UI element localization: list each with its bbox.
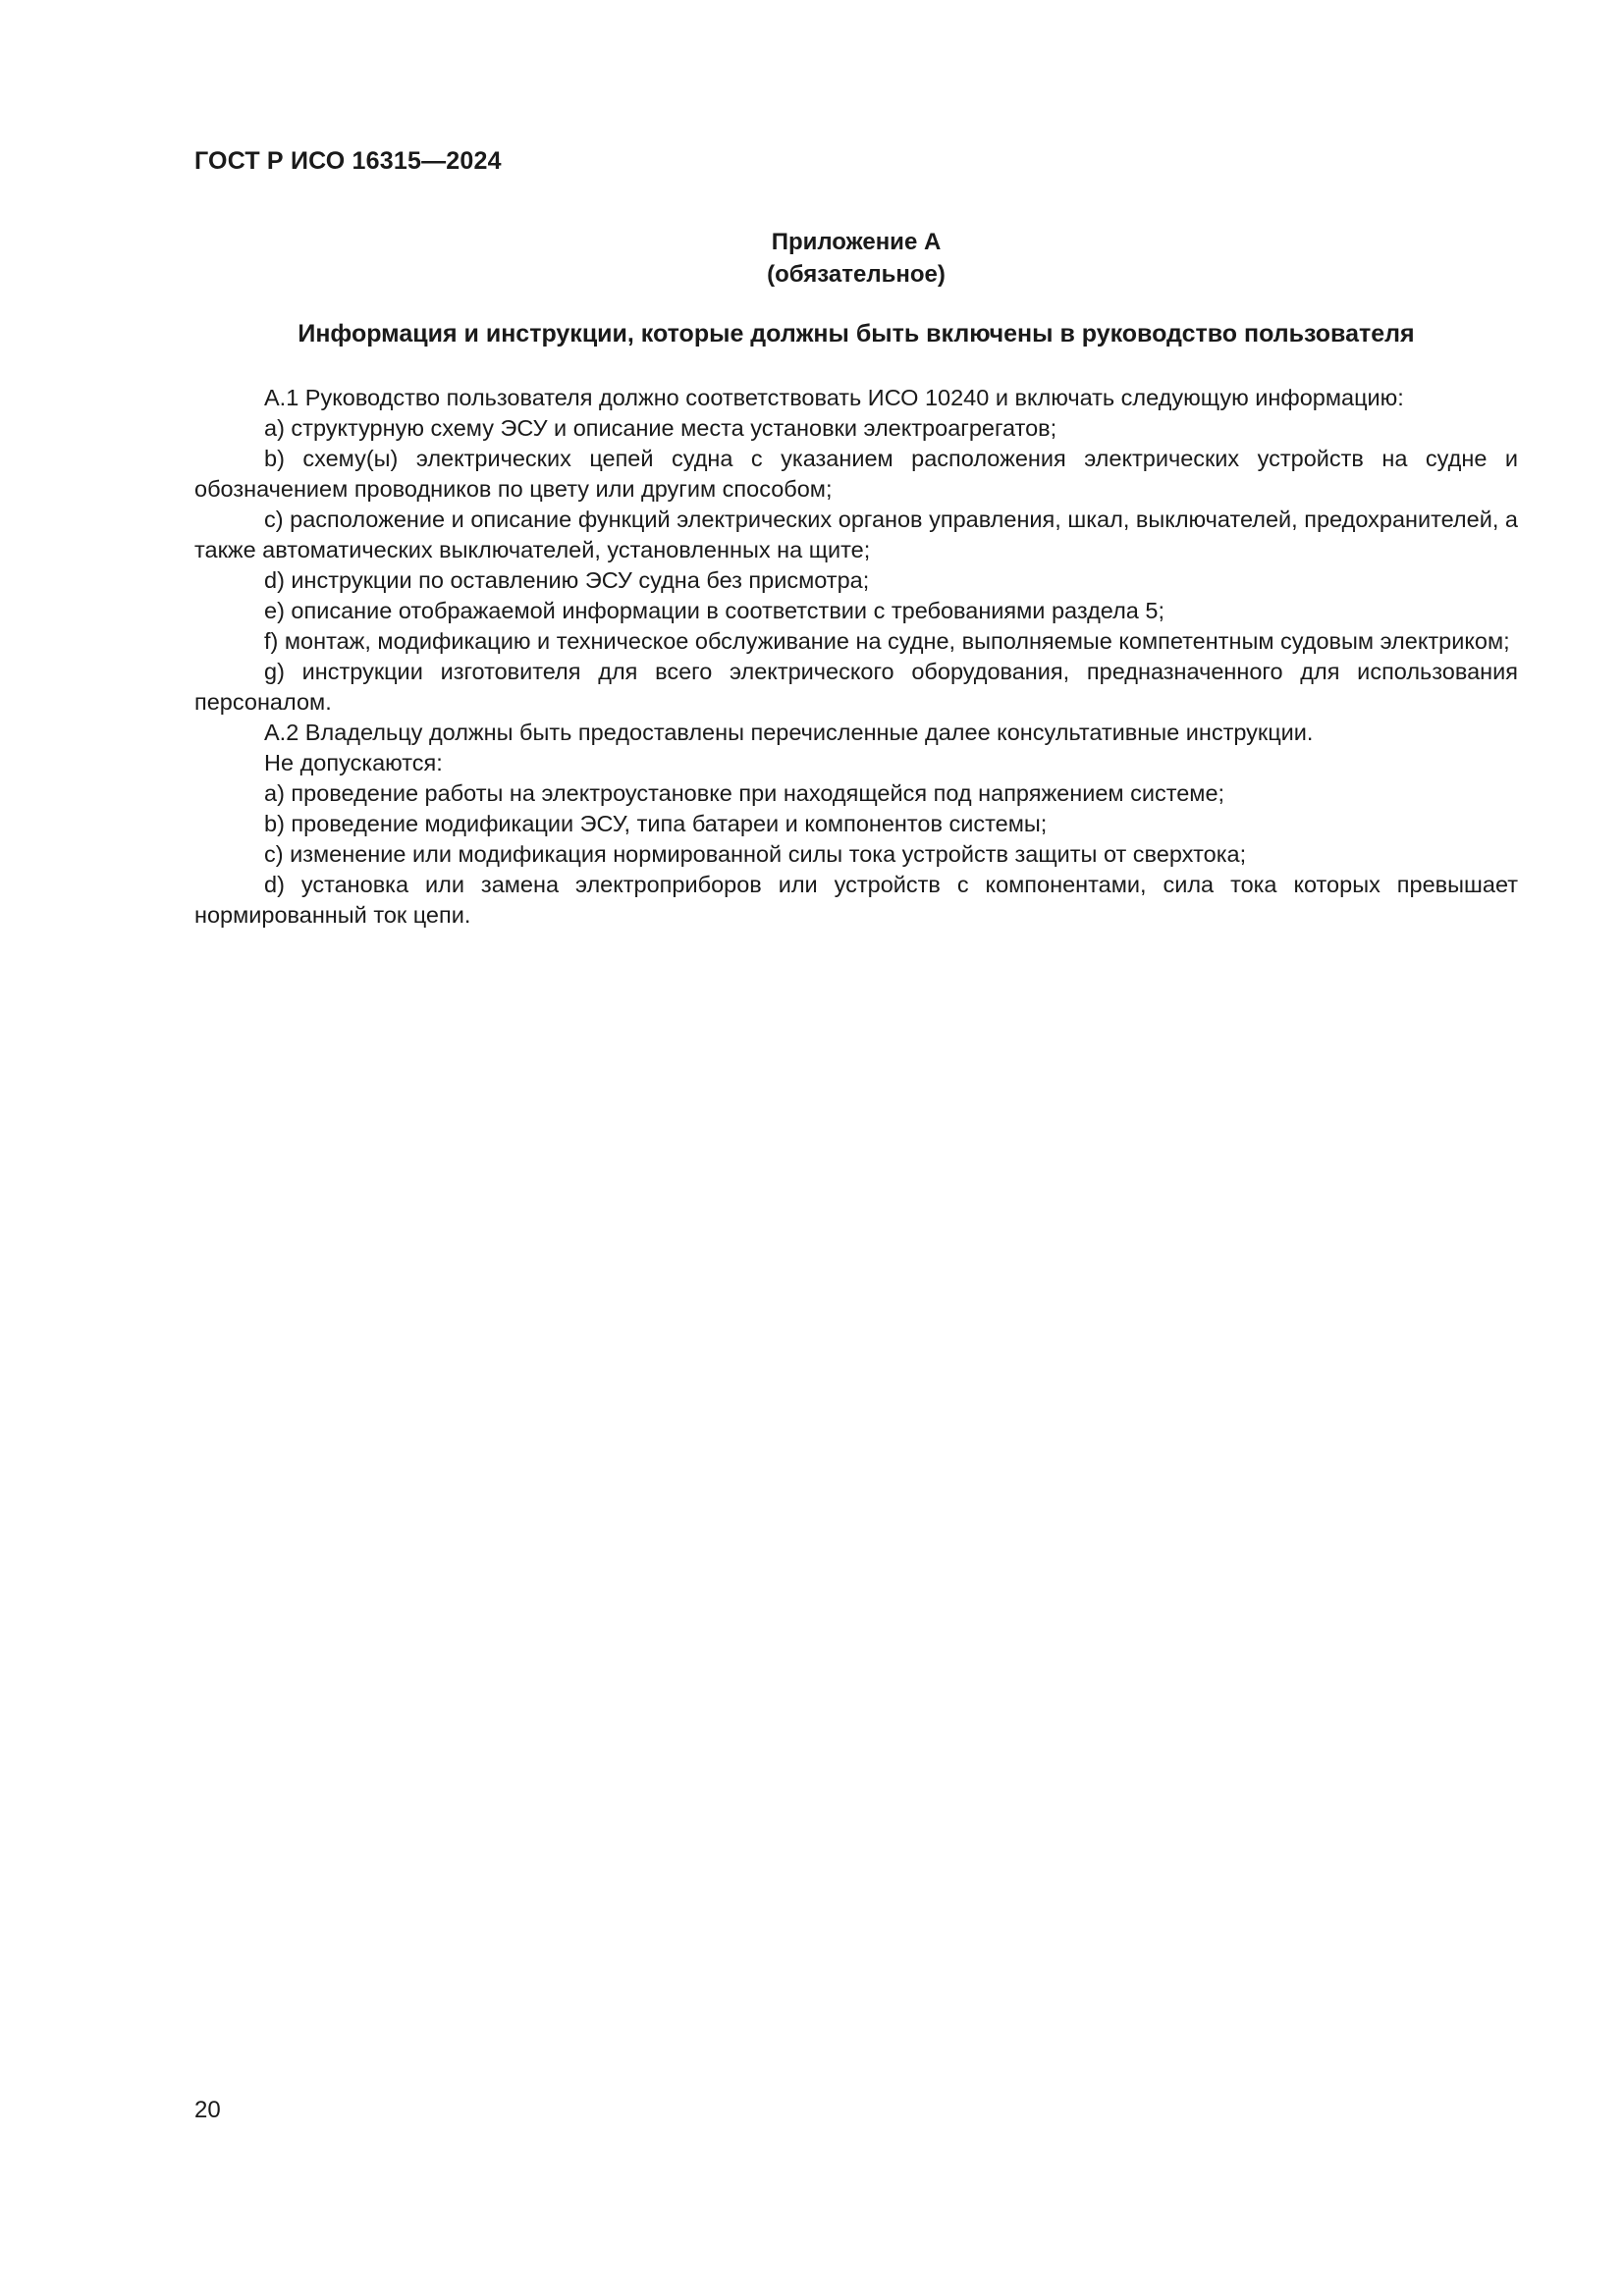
list-item: а) проведение работы на электроустановке при находящейся под напряжением системе; [264,780,1225,806]
annex-status: (обязательное) [767,261,946,288]
list-item: b) схему(ы) электрических цепей судна с указанием расположения электрических устройств на судне и обозначением проводников по цвету или другим способом; [194,446,1518,502]
list-item: c) изменение или модификация нормированной силы тока устройств защиты от сверхтока; [264,841,1247,867]
list-item: b) проведение модификации ЭСУ, типа батареи и компонентов системы; [264,811,1048,836]
annex-body [194,383,1518,931]
annex-label: Приложение А [771,229,942,255]
annex-title: Информация и инструкции, которые должны быть включены в руководство пользователя [298,320,1415,347]
document-header: ГОСТ Р ИСО 16315—2024 [194,147,502,175]
paragraph-a1-intro: А.1 Руководство пользователя должно соответствовать ИСО 10240 и включать следующую информацию: [264,385,1404,410]
list-item: g) инструкции изготовителя для всего электрического оборудования, предназначенного для использования персоналом. [194,659,1518,715]
paragraph-a2-intro: А.2 Владельцу должны быть предоставлены перечисленные далее консультативные инструкции. [264,720,1314,745]
list-item: а) структурную схему ЭСУ и описание места установки электроагрегатов; [264,415,1057,441]
list-item: d) установка или замена электроприборов или устройств с компонентами, сила тока которых превышает нормированный ток цепи. [194,872,1518,928]
list-item: f) монтаж, модификацию и техническое обслуживание на судне, выполняемые компетентным судовым электриком; [264,628,1510,654]
page-number: 20 [194,2097,221,2123]
annex-heading [194,226,1518,291]
list-item: е) описание отображаемой информации в соответствии с требованиями раздела 5; [264,598,1165,623]
list-item: c) расположение и описание функций электрических органов управления, шкал, выключателей, предохранителей, а также автоматических выключателей, установленных на щите; [194,507,1518,562]
prohibited-intro: Не допускаются: [264,750,443,775]
list-item: d) инструкции по оставлению ЭСУ судна без присмотра; [264,567,870,593]
